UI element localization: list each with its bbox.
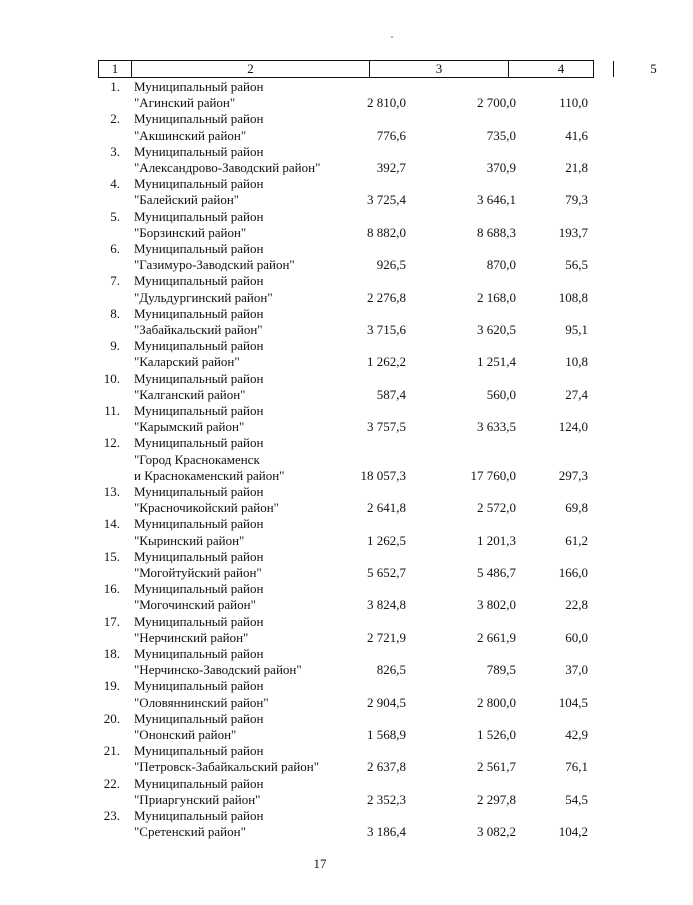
row-name-line: "Могойтуйский район": [134, 564, 262, 580]
table-row: [0, 743, 640, 775]
row-value-4: 2 297,8: [477, 791, 516, 807]
row-value-5: 166,0: [558, 564, 588, 580]
row-name-line: "Приаргунский район": [134, 791, 261, 807]
row-name-line: "Акшинский район": [134, 127, 247, 143]
row-name-line: Муниципальный район: [134, 710, 264, 726]
row-name-line: Муниципальный район: [134, 808, 264, 823]
row-value-5: 79,3: [565, 192, 588, 208]
row-number: 11.: [104, 403, 120, 418]
row-value-5: 21,8: [565, 159, 588, 175]
row-value-5: 56,5: [565, 257, 588, 273]
table-row: [0, 776, 640, 808]
row-number: 16.: [103, 581, 120, 597]
row-value-4: 1 251,4: [477, 354, 516, 370]
row-value-4: 2 561,7: [477, 759, 516, 775]
row-name-line: "Балейский район": [134, 192, 240, 208]
row-name-line: "Красночикойский район": [134, 500, 279, 516]
row-value-3: 8 882,0: [367, 224, 406, 240]
row-value-3: 2 810,0: [367, 95, 406, 111]
row-value-4: 2 661,9: [477, 629, 516, 645]
row-value-5: 108,8: [558, 289, 588, 305]
table-row: [0, 581, 640, 613]
row-value-4: 870,0: [486, 257, 516, 273]
row-value-3: 18 057,3: [360, 467, 406, 483]
row-name-line: "Дульдургинский район": [134, 289, 273, 305]
header-col-5: 5: [650, 61, 657, 76]
row-name-line: "Нерчинский район": [134, 629, 249, 645]
row-number: 13.: [103, 484, 120, 499]
row-value-5: 193,7: [558, 224, 588, 240]
row-number: 14.: [103, 516, 120, 532]
row-value-4: 8 688,3: [477, 224, 516, 240]
row-value-3: 776,6: [376, 127, 406, 143]
row-value-3: 2 637,8: [367, 759, 406, 775]
row-name-line: "Нерчинско-Заводский район": [134, 662, 302, 678]
row-name-line: "Кыринский район": [134, 532, 245, 548]
table-row: [0, 241, 640, 273]
row-number: 18.: [103, 646, 120, 661]
row-value-3: 2 641,8: [367, 500, 406, 516]
row-value-5: 54,5: [565, 791, 588, 807]
row-value-4: 3 646,1: [477, 192, 516, 208]
row-name-line: "Калганский район": [134, 386, 246, 402]
row-number: 10.: [103, 370, 120, 386]
row-value-5: 10,8: [565, 354, 588, 370]
row-value-3: 826,5: [376, 662, 406, 678]
header-col-2: 2: [247, 61, 254, 76]
row-name-line: Муниципальный район: [134, 484, 264, 499]
row-value-4: 2 700,0: [477, 95, 516, 111]
row-name-line: и Краснокаменский район": [134, 467, 285, 483]
row-value-4: 1 526,0: [477, 726, 516, 742]
row-name-line: "Петровск-Забайкальский район": [134, 759, 320, 775]
row-value-3: 5 652,7: [367, 564, 406, 580]
table-row: [0, 144, 640, 176]
table-row: [0, 516, 640, 548]
page-number: 17: [313, 856, 327, 871]
row-number: 21.: [103, 743, 120, 759]
row-value-5: 76,1: [565, 759, 588, 775]
row-value-4: 370,9: [486, 159, 516, 175]
row-value-5: 95,1: [565, 321, 588, 337]
row-value-4: 2 572,0: [477, 500, 516, 516]
row-name-line: Муниципальный район: [134, 79, 264, 94]
row-value-3: 1 262,5: [367, 532, 406, 548]
row-value-5: 22,8: [565, 597, 588, 613]
row-value-5: 104,2: [558, 824, 588, 840]
table-row: [0, 273, 640, 305]
row-value-4: 735,0: [486, 127, 516, 143]
row-value-3: 3 715,6: [367, 321, 406, 337]
row-value-4: 2 800,0: [477, 694, 516, 710]
row-value-5: 42,9: [565, 726, 588, 742]
row-name-line: Муниципальный район: [134, 305, 264, 321]
row-value-4: 3 620,5: [477, 321, 516, 337]
row-name-line: Муниципальный район: [134, 403, 264, 418]
row-name-line: Муниципальный район: [134, 143, 264, 159]
row-value-3: 1 568,9: [367, 726, 406, 742]
row-value-5: 60,0: [565, 629, 588, 645]
row-number: 23.: [103, 808, 120, 823]
row-value-4: 17 760,0: [470, 467, 516, 483]
row-value-3: 392,7: [376, 159, 406, 175]
row-name-line: Муниципальный район: [134, 111, 264, 127]
row-name-line: "Оловяннинский район": [134, 694, 269, 710]
row-name-line: "Ононский район": [134, 726, 237, 742]
row-value-3: 3 824,8: [367, 597, 406, 613]
scan-speck: [391, 36, 393, 38]
row-value-4: 789,5: [486, 662, 516, 678]
table-row: [0, 678, 640, 710]
row-name-line: Муниципальный район: [134, 208, 264, 224]
row-number: 20.: [103, 710, 120, 726]
table-row: [0, 209, 640, 241]
row-value-5: 104,5: [558, 694, 588, 710]
row-value-3: 2 352,3: [367, 791, 406, 807]
row-value-5: 61,2: [565, 532, 588, 548]
row-name-line: "Город Краснокаменск: [134, 451, 260, 467]
row-name-line: Муниципальный район: [134, 581, 264, 597]
row-number: 6.: [110, 241, 120, 256]
table-row: [0, 176, 640, 208]
row-name-line: Муниципальный район: [134, 241, 264, 256]
row-number: 4.: [110, 176, 120, 192]
table-row: [0, 484, 640, 516]
row-number: 12.: [103, 435, 120, 451]
row-name-line: Муниципальный район: [134, 338, 264, 354]
row-name-line: "Забайкальский район": [134, 321, 263, 337]
row-name-line: "Борзинский район": [134, 224, 247, 240]
row-value-5: 110,0: [559, 95, 588, 111]
row-number: 7.: [110, 273, 120, 289]
row-number: 5.: [110, 208, 120, 224]
row-value-3: 3 186,4: [367, 824, 406, 840]
header-col-1: 1: [111, 61, 119, 76]
row-name-line: "Каларский район": [134, 354, 240, 370]
row-value-5: 27,4: [565, 386, 588, 402]
row-number: 8.: [110, 305, 120, 321]
row-value-4: 3 802,0: [477, 597, 516, 613]
row-value-5: 37,0: [565, 662, 588, 678]
row-value-3: 2 276,8: [367, 289, 406, 305]
row-value-3: 3 757,5: [367, 419, 406, 435]
row-value-4: 560,0: [486, 386, 516, 402]
row-name-line: Муниципальный район: [134, 775, 264, 791]
header-col-3: 3: [435, 61, 443, 76]
row-value-4: 2 168,0: [477, 289, 516, 305]
row-name-line: Муниципальный район: [134, 273, 264, 289]
row-number: 15.: [103, 548, 120, 564]
row-number: 22.: [103, 775, 120, 791]
row-number: 17.: [103, 613, 120, 629]
row-value-3: 3 725,4: [367, 192, 406, 208]
row-name-line: "Могочинский район": [134, 597, 256, 613]
row-value-4: 3 633,5: [477, 419, 516, 435]
table-row: [0, 711, 640, 743]
row-value-3: 587,4: [376, 386, 406, 402]
row-name-line: "Газимуро-Заводский район": [134, 257, 295, 273]
table-row: [0, 306, 640, 338]
row-value-5: 41,6: [565, 127, 588, 143]
table-row: [0, 646, 640, 678]
row-number: 19.: [103, 678, 120, 694]
row-name-line: Муниципальный район: [134, 613, 264, 629]
row-value-5: 124,0: [558, 419, 588, 435]
table-header: [98, 60, 657, 78]
row-value-5: 69,8: [565, 500, 588, 516]
row-value-4: 1 201,3: [477, 532, 516, 548]
row-value-5: 297,3: [558, 467, 588, 483]
row-name-line: Муниципальный район: [134, 548, 264, 564]
row-number: 9.: [110, 338, 120, 354]
row-name-line: "Карымский район": [134, 419, 245, 435]
row-name-line: "Агинский район": [134, 95, 236, 111]
table-row: [0, 403, 640, 435]
row-name-line: Муниципальный район: [134, 516, 264, 532]
table-row: [0, 435, 640, 484]
header-col-4: 4: [557, 61, 565, 76]
table-row: [0, 371, 640, 403]
table-row: [0, 79, 640, 111]
row-name-line: "Александрово-Заводский район": [134, 159, 321, 175]
row-value-3: 1 262,2: [367, 354, 406, 370]
row-name-line: Муниципальный район: [134, 370, 264, 386]
table-row: [0, 614, 640, 646]
row-name-line: "Сретенский район": [134, 824, 246, 840]
row-value-3: 2 721,9: [367, 629, 406, 645]
row-value-3: 2 904,5: [367, 694, 406, 710]
row-name-line: Муниципальный район: [134, 678, 264, 694]
row-number: 2.: [110, 111, 120, 127]
row-name-line: Муниципальный район: [134, 646, 264, 661]
row-name-line: Муниципальный район: [134, 743, 264, 759]
table-row: [0, 808, 640, 840]
row-name-line: Муниципальный район: [134, 435, 264, 451]
table-row: [0, 111, 640, 143]
table-row: [0, 549, 640, 581]
row-number: 3.: [110, 143, 120, 159]
row-name-line: Муниципальный район: [134, 176, 264, 192]
row-value-4: 5 486,7: [477, 564, 516, 580]
row-number: 1.: [110, 79, 120, 94]
row-value-3: 926,5: [376, 257, 406, 273]
row-value-4: 3 082,2: [477, 824, 516, 840]
table-row: [0, 338, 640, 370]
